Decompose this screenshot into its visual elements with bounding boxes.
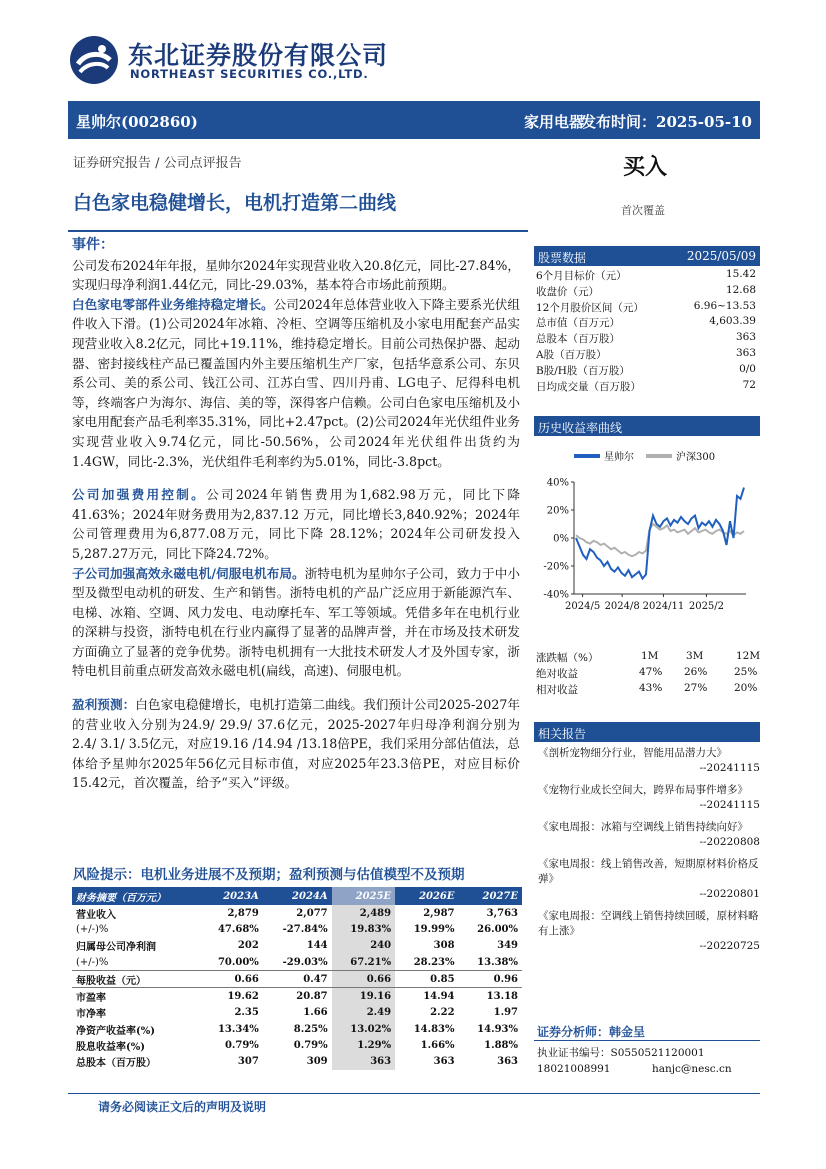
financial-cell: 8.25% (293, 1023, 328, 1035)
report-body (72, 236, 520, 793)
financial-header-cell: 财务摘要（百万元） (72, 887, 199, 905)
company-ticker: 星帅尔(002860) (76, 113, 198, 131)
performance-column-header: 涨跌幅（%） (536, 652, 599, 664)
performance-value: 25% (734, 666, 758, 678)
financial-cell: 363 (332, 1054, 395, 1070)
financial-cell: 240 (332, 938, 395, 954)
performance-value: 43% (639, 682, 663, 694)
financial-cell: 363 (433, 1056, 455, 1068)
financial-row (72, 1021, 522, 1037)
performance-row (536, 666, 758, 682)
financial-row-label: 市盈率 (76, 993, 106, 1005)
financial-cell: 1.88% (484, 1040, 518, 1052)
stock-data-value: 0/0 (739, 362, 756, 375)
page-title: 白色家电稳健增长，电机打造第二曲线 (73, 192, 397, 214)
financial-cell: 0.79% (293, 1040, 328, 1052)
x-tick-label: 2024/11 (642, 601, 685, 612)
financial-cell: 2,489 (332, 905, 395, 921)
performance-column-header: 1M (641, 650, 659, 662)
financial-row-label: (+/-)% (72, 954, 199, 971)
financial-cell: 2,987 (423, 907, 455, 919)
financial-row-label: 每股收益（元） (72, 971, 199, 988)
financial-row-label: (+/-)% (76, 923, 109, 935)
financial-cell: 14.83% (413, 1023, 455, 1035)
related-report-date: --20241115 (699, 799, 760, 811)
x-tick-label: 2025/2 (688, 601, 725, 612)
financial-cell: 20.87 (296, 991, 328, 1003)
stock-data-row (536, 331, 758, 347)
financial-row (72, 971, 522, 988)
financial-header-cell: 2024A (263, 887, 332, 905)
financial-cell: 202 (237, 940, 259, 952)
related-report-date: --20220725 (699, 940, 760, 952)
financial-cell: 3,763 (486, 907, 518, 919)
performance-table (536, 650, 761, 698)
financial-header-cell: 2027E (459, 887, 522, 905)
financial-cell: 19.83% (332, 921, 395, 937)
risk-warning: 风险提示：电机业务进展不及预期；盈利预测与估值模型不及预期 (73, 867, 465, 883)
financial-cell: 67.21% (332, 954, 395, 971)
performance-value: 47% (639, 666, 663, 678)
paragraph-heading: 盈利预测： (72, 697, 136, 713)
stock-data-key: 总市值（百万元） (536, 317, 620, 330)
event-heading: 事件： (72, 237, 114, 253)
financial-cell: 1.29% (332, 1037, 395, 1053)
financial-cell: 0.85 (395, 971, 458, 988)
industry-label: 家用电器 (524, 113, 585, 131)
financial-cell: 2.49 (332, 1005, 395, 1021)
financial-row (72, 1054, 522, 1070)
analyst-cert: 执业证书编号：S0550521120001 (537, 1047, 705, 1059)
related-report-title[interactable]: 《家电周报：线上销售改善，短期原材料价格反弹》 (538, 858, 759, 885)
financial-cell: 0.66 (332, 971, 395, 988)
return-chart (534, 440, 760, 620)
stock-data-value: 363 (735, 331, 756, 344)
analyst-phone: 18021008991 (537, 1063, 611, 1075)
related-reports-header: 相关报告 (534, 722, 760, 742)
financial-row (72, 954, 522, 971)
performance-row (536, 682, 758, 698)
financial-cell: -27.84% (282, 923, 328, 935)
financial-row (72, 1005, 522, 1021)
stock-data-row (536, 315, 758, 331)
x-tick-label: 2024/5 (565, 601, 601, 612)
stock-data-value: 15.42 (725, 268, 756, 280)
financial-cell: 28.23% (395, 954, 458, 971)
financial-cell: 363 (497, 1056, 518, 1068)
performance-column-header: 12M (736, 650, 761, 662)
y-tick-label: 40% (546, 477, 569, 489)
related-report-title[interactable]: 《剖析宠物细分行业，智能用品潜力大》 (538, 747, 727, 759)
stock-data-key: 收盘价（元） (536, 285, 599, 298)
stock-data-value: 4,603.39 (709, 315, 756, 328)
financial-cell: 19.99% (413, 923, 455, 935)
paragraph-heading: 白色家电零部件业务维持稳定增长。 (72, 296, 274, 312)
analyst-divider (534, 1040, 760, 1041)
financial-cell: 47.68% (217, 923, 259, 935)
financial-header-row (72, 887, 522, 905)
event-paragraph: 公司发布2024年年报，星帅尔2024年实现营业收入20.8亿元，同比-27.84%，实现归母净利润1.44亿元，同比-29.03%，基本符合市场此前预期。 (72, 257, 520, 293)
legend-label: 星帅尔 (604, 452, 634, 463)
logo-chinese-name: 东北证券股份有限公司 (128, 41, 389, 70)
financial-row-label: 归属母公司净利润 (76, 942, 156, 954)
financial-cell: 2,077 (296, 907, 328, 919)
related-report-date: --20241115 (699, 762, 760, 774)
rating: 买入 (623, 154, 668, 180)
related-report-title[interactable]: 《家电周报：冰箱与空调线上销售持续向好》 (538, 821, 748, 833)
financial-row (72, 905, 522, 921)
stock-data-row (536, 363, 758, 379)
performance-header-row (536, 650, 761, 666)
publish-date: 发布时间：2025-05-10 (581, 113, 752, 131)
stock-data-key: 12个月股价区间（元） (536, 301, 644, 314)
financial-cell: 144 (306, 940, 328, 952)
financial-cell: -29.03% (263, 954, 332, 971)
series-line (576, 488, 744, 579)
related-reports-list (538, 746, 760, 961)
related-report-title[interactable]: 《家电周报：空调线上销售持续回暖，原材料略有上涨》 (538, 910, 759, 937)
performance-label: 相对收益 (536, 684, 578, 696)
related-report-title[interactable]: 《宠物行业成长空间大，跨界布局事件增多》 (538, 784, 748, 796)
title-divider (68, 230, 528, 232)
y-tick-label: -20% (543, 561, 569, 573)
stock-data-row (536, 300, 758, 316)
financial-cell: 26.00% (477, 923, 518, 935)
stock-data-value: 72 (742, 378, 756, 391)
financial-cell: 349 (497, 940, 518, 952)
company-logo-icon (68, 34, 120, 86)
financial-cell: 13.38% (459, 954, 522, 971)
paragraph-cost-control: 公司加强费用控制。公司2024年销售费用为1,682.98万元，同比下降41.63%；2024年财务费用为2,837.12 万元，同比增长3,840.92%；2024年公司管理费用为6,877.08万元，同比下降 28.12%；2024年公司研发投入5,287.27万元，同比下降24.72%。 (72, 487, 521, 561)
financial-row (72, 988, 522, 1005)
paragraph-heading: 公司加强费用控制。 (72, 487, 207, 503)
financial-cell: 70.00% (199, 954, 262, 971)
breadcrumb: 证券研究报告 / 公司点评报告 (73, 156, 242, 171)
analyst-name: 证券分析师：韩金呈 (537, 1025, 646, 1039)
analyst-email[interactable]: hanjc@nesc.cn (652, 1063, 732, 1075)
paragraph-white-goods: 白色家电零部件业务维持稳定增长。公司2024年总体营业收入下降主要系光伏组件收入下滑。(1)公司2024年冰箱、冷柜、空调等压缩机及小家电用配套产品实现营业收入8.2亿元，同比+19.11%，维持稳定增长。目前公司热保护器、起动器、密封接线柱产品已覆盖国内外主要压缩机生产厂家，包括华意系公司、东贝系公司、美的系公司、钱江公司、江苏白雪、四川丹甫、LG电子、尼得科电机等，终端客户为海尔、海信、美的等，深得客户信赖。公司白色家电压缩机及小家电用配套产品毛利率35.31%，同比+2.47pct。(2)公司2024年光伏组件业务实现营业收入9.74亿元，同比-50.56%，公司2024年光伏组件出货约为1.4GW，同比-2.3%，光伏组件毛利率约为5.01%，同比-3.8pct。 (72, 296, 520, 469)
performance-value: 26% (684, 666, 708, 678)
financial-row-label: 营业收入 (76, 909, 116, 921)
financial-cell: 307 (237, 1056, 259, 1068)
performance-column-header: 3M (686, 650, 704, 662)
financial-cell: 2,879 (227, 907, 259, 919)
financial-cell: 308 (433, 940, 455, 952)
stock-data-key: 总股本（百万股） (536, 333, 620, 346)
x-tick-label: 2024/8 (604, 601, 640, 612)
financial-cell: 14.93% (477, 1023, 518, 1035)
financial-summary-table (72, 887, 522, 1070)
rating-note: 首次覆盖 (621, 204, 665, 217)
stock-data-row (536, 347, 758, 363)
financial-cell: 13.18 (486, 991, 518, 1003)
report-banner (68, 101, 760, 139)
financial-row-label: 总股本（百万股） (76, 1058, 156, 1070)
stock-data-table (536, 268, 758, 394)
financial-cell: 19.16 (332, 988, 395, 1005)
financial-row (72, 921, 522, 937)
paragraph-motor: 子公司加强高效永磁电机/伺服电机布局。浙特电机为星帅尔子公司，致力于中小型及微型电动机的研发、生产和销售。浙特电机的产品广泛应用于新能源汽车、电梯、冰箱、空调、风力发电、电动摩托车、军工等领域。凭借多年在电机行业的深耕与投资，浙特电机在行业内赢得了显著的品牌声誉，并在市场及技术研发方面确立了显著的竞争优势。浙特电机拥有一大批技术研发人才及外国专家，浙特电机目前重点研发高效永磁电机(扁线，高速)、伺服电机。 (72, 565, 521, 679)
paragraph-forecast: 盈利预测：白色家电稳健增长，电机打造第二曲线。我们预计公司2025-2027年的营业收入分别为24.9/ 29.9/ 37.6亿元，2025-2027年归母净利润分别为 2.4/ 3.1/ 3.5亿元，对应19.16 /14.94 /13.18倍PE，我们采用分部估值法，总体给予星帅尔2025年56亿元目标市值，对应2025年23.3倍PE，对应目标价15.42元，首次覆盖，给予“买入”评级。 (72, 697, 521, 791)
financial-cell: 14.94 (423, 991, 455, 1003)
stock-data-key: 6个月目标价（元） (536, 270, 627, 282)
financial-header-cell: 2026E (395, 887, 458, 905)
financial-cell: 0.79% (224, 1040, 259, 1052)
financial-cell: 1.97 (493, 1007, 518, 1019)
stock-data-key: B股/H股（百万股） (536, 364, 630, 377)
financial-cell: 0.47 (263, 971, 332, 988)
financial-row (72, 1037, 522, 1053)
footer-divider (68, 1093, 760, 1094)
logo-english-name: NORTHEAST SECURITIES CO.,LTD. (130, 67, 369, 81)
paragraph-heading: 子公司加强高效永磁电机/伺服电机布局。 (72, 565, 305, 581)
financial-row (72, 938, 522, 954)
y-tick-label: -40% (543, 589, 569, 601)
financial-cell: 2.22 (430, 1007, 455, 1019)
footer-disclaimer: 请务必阅读正文后的声明及说明 (98, 1100, 267, 1114)
performance-label: 绝对收益 (536, 668, 578, 680)
financial-row-label: 市净率 (76, 1009, 106, 1021)
financial-row-label: 净资产收益率(%) (76, 1025, 155, 1037)
stock-data-value: 12.68 (725, 283, 756, 296)
financial-header-cell: 2023A (199, 887, 262, 905)
financial-cell: 13.02% (332, 1021, 395, 1037)
stock-data-key: 日均成交量（百万股） (536, 380, 641, 393)
financial-cell: 19.62 (227, 991, 259, 1003)
performance-value: 27% (684, 682, 708, 694)
financial-cell: 2.35 (234, 1007, 259, 1019)
stock-data-value: 6.96~13.53 (693, 299, 756, 312)
legend-label: 沪深300 (676, 452, 716, 463)
y-tick-label: 0% (553, 533, 569, 545)
stock-data-row (536, 268, 758, 284)
stock-data-header: 股票数据 2025/05/09 (534, 246, 760, 266)
performance-value: 20% (734, 682, 758, 694)
financial-cell: 0.96 (459, 971, 522, 988)
financial-cell: 13.34% (217, 1023, 259, 1035)
stock-data-value: 363 (735, 346, 756, 359)
series-line (576, 524, 744, 556)
financial-cell: 1.66% (420, 1040, 455, 1052)
financial-cell: 0.66 (199, 971, 262, 988)
financial-row-label: 股息收益率(%) (76, 1042, 145, 1054)
related-report-date: --20220808 (699, 836, 760, 848)
financial-cell: 1.66 (303, 1007, 328, 1019)
stock-data-row (536, 284, 758, 300)
financial-header-cell: 2025E (332, 887, 395, 905)
stock-data-key: A股（百万股） (536, 348, 607, 361)
related-report-date: --20220801 (699, 888, 760, 900)
chart-header: 历史收益率曲线 (534, 416, 760, 436)
financial-cell: 309 (306, 1056, 328, 1068)
stock-data-row (536, 379, 758, 395)
y-tick-label: 20% (546, 505, 569, 517)
